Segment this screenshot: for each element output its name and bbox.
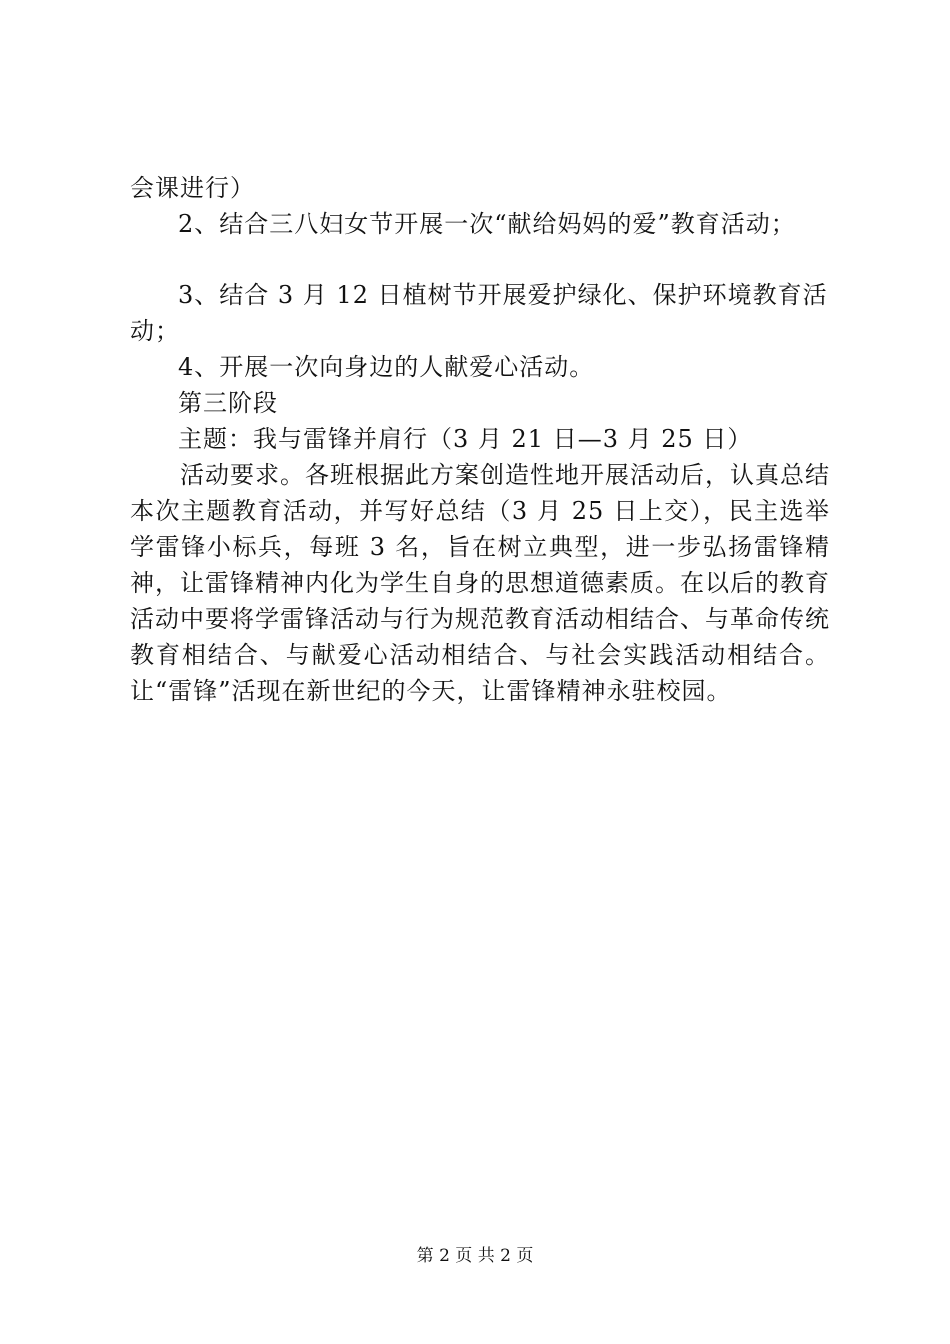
section-theme: 主题：我与雷锋并肩行（3 月 21 日—3 月 25 日） (178, 425, 753, 453)
section-heading: 第三阶段 (178, 389, 278, 417)
list-item-3-continuation: 动； (130, 317, 180, 345)
page-footer: 第 2 页 共 2 页 (416, 1246, 534, 1266)
list-item-4: 4、开展一次向身边的人献爱心活动。 (178, 353, 595, 381)
list-item-3: 3、结合 3 月 12 日植树节开展爱护绿化、保护环境教育活 (178, 281, 828, 309)
text-line-continuation: 会课进行） (130, 174, 255, 202)
blank-line (130, 242, 830, 277)
activity-requirements-paragraph: 活动要求。各班根据此方案创造性地开展活动后，认真总结本次主题教育活动，并写好总结（3 月 25 日上交），民主选举学雷锋小标兵，每班 3 名，旨在树立典型，进一步弘扬雷锋精神，让雷锋精神内化为学生自身的思想道德素质。在以后的教育活动中要将学雷锋活动与行为规范教育活动相结合、与革命传统教育相结合、与献爱心活动相结合、与社会实践活动相结合。让“雷锋”活现在新世纪的今天，让雷锋精神永驻校园。 (130, 461, 830, 705)
document-body (130, 170, 830, 709)
list-item-2: 2、结合三八妇女节开展一次“献给妈妈的爱”教育活动； (178, 210, 796, 238)
